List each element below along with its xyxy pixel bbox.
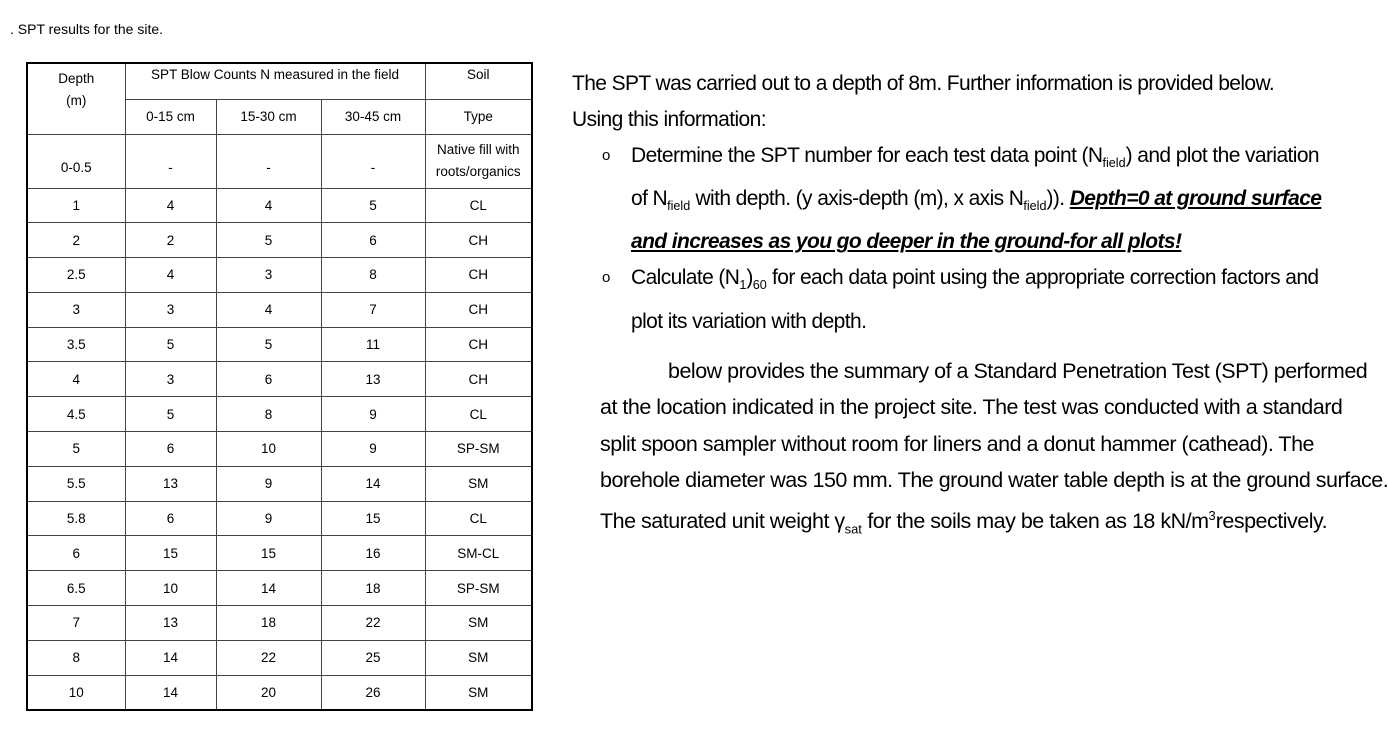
table-cell-n1: 4	[125, 188, 216, 223]
bullet-marker: o	[602, 269, 611, 287]
table-row	[27, 571, 532, 606]
table-cell-soil: SM-CL	[425, 536, 532, 571]
table-cell-n2: 8	[216, 397, 321, 432]
table-row	[27, 223, 532, 258]
bullet-1-line-2: of $N_{field}$ with depth. (y axis-depth (m), x axis $N_{field}$)). Depth=0 at ground surface	[631, 187, 1322, 214]
table-cell-depth: 3	[27, 292, 125, 327]
table-cell-soil: CH	[425, 292, 532, 327]
table-row	[27, 188, 532, 223]
table-cell-soil: SM	[425, 675, 532, 710]
description-paragraph	[600, 353, 1388, 548]
table-cell-n2: 5	[216, 223, 321, 258]
table-cell-n1: 15	[125, 536, 216, 571]
table-cell-n3: 18	[321, 571, 425, 606]
table-cell-n3: 5	[321, 188, 425, 223]
table-cell-n2: 20	[216, 675, 321, 710]
header-soil-type: Type	[425, 99, 532, 134]
table-cell-depth: 6	[27, 536, 125, 571]
table-cell-depth: 2.5	[27, 258, 125, 293]
soil-line-2: roots/organics	[435, 164, 521, 179]
table-cell-n1: 13	[125, 466, 216, 501]
table-row	[27, 432, 532, 467]
table-cell-n1: 13	[125, 606, 216, 641]
description-line-4: borehole diameter was 150 mm. The ground water table depth is at the ground surface.	[600, 467, 1388, 492]
table-cell-n1: -	[125, 134, 216, 188]
table-cell-n1: 4	[125, 258, 216, 293]
emphasis-text-cont: and increases as you go deeper in the ground-for all plots!	[631, 230, 1182, 254]
table-row	[27, 466, 532, 501]
table-row	[27, 258, 532, 293]
table-row	[27, 675, 532, 710]
table-cell-soil: SM	[425, 466, 532, 501]
table-cell-n1: 6	[125, 501, 216, 536]
table-row	[27, 606, 532, 641]
table-cell-soil: CH	[425, 362, 532, 397]
table-cell-n1: 2	[125, 223, 216, 258]
table-cell-n3: 26	[321, 675, 425, 710]
table-row	[27, 501, 532, 536]
table-cell-n1: 5	[125, 397, 216, 432]
table-cell-depth: 7	[27, 606, 125, 641]
table-cell-n2: 9	[216, 501, 321, 536]
description-line-3: split spoon sampler without room for liners and a donut hammer (cathead). The	[600, 431, 1314, 456]
instructions-intro: The SPT was carried out to a depth of 8m. Further information is provided below.	[572, 72, 1275, 95]
table-row	[27, 640, 532, 675]
table-cell-n2: 10	[216, 432, 321, 467]
bullet-2-line-1: o Calculate $(N_1)_{60}$ for each data point using the appropriate correction factors and	[572, 260, 1302, 303]
table-cell-n1: 14	[125, 640, 216, 675]
instructions-using: Using this information:	[572, 108, 766, 131]
header-depth-label: Depth	[58, 71, 95, 86]
instructions-block	[572, 66, 1322, 340]
table-cell-n1: 3	[125, 292, 216, 327]
header-col-0-15: 0-15 cm	[125, 99, 216, 134]
table-row	[27, 327, 532, 362]
table-caption: . SPT results for the site.	[10, 21, 164, 37]
table-cell-depth: 6.5	[27, 571, 125, 606]
table-cell-depth: 5.8	[27, 501, 125, 536]
table-cell-n1: 6	[125, 432, 216, 467]
table-row	[27, 362, 532, 397]
bullet-1-line-1: o Determine the SPT number for each test data point $(N_{field})$ and plot the variation	[572, 138, 1302, 181]
table-cell-soil: SP-SM	[425, 571, 532, 606]
table-cell-depth: 3.5	[27, 327, 125, 362]
table-cell-n2: 4	[216, 292, 321, 327]
table-cell-n3: -	[321, 134, 425, 188]
table-cell-n2: -	[216, 134, 321, 188]
table-cell-depth: 4.5	[27, 397, 125, 432]
table-cell-n2: 3	[216, 258, 321, 293]
table-cell-n3: 16	[321, 536, 425, 571]
table-cell-depth: 5	[27, 432, 125, 467]
table-cell-soil: SP-SM	[425, 432, 532, 467]
table-cell-depth: 0-0.5	[27, 134, 125, 188]
table-cell-depth: 10	[27, 675, 125, 710]
table-cell-n2: 9	[216, 466, 321, 501]
table-cell-soil: CH	[425, 223, 532, 258]
table-cell-depth: 8	[27, 640, 125, 675]
table-cell-n2: 14	[216, 571, 321, 606]
table-cell-n1: 5	[125, 327, 216, 362]
table-cell-n3: 22	[321, 606, 425, 641]
description-line-1: below provides the summary of a Standard Penetration Test (SPT) performed	[668, 359, 1368, 383]
table-cell-n3: 6	[321, 223, 425, 258]
soil-line-1: Native fill with	[436, 142, 520, 157]
table-cell-n1: 10	[125, 571, 216, 606]
table-cell-n2: 5	[216, 327, 321, 362]
table-row	[27, 292, 532, 327]
table-cell-soil: CL	[425, 188, 532, 223]
table-cell-n3: 9	[321, 397, 425, 432]
bullet-2-line-2: plot its variation with depth.	[631, 309, 867, 333]
table-cell-n2: 18	[216, 606, 321, 641]
bullet-marker: o	[602, 147, 611, 164]
table-cell-n3: 8	[321, 258, 425, 293]
header-depth-unit: (m)	[66, 93, 87, 108]
description-line-5: The saturated unit weight $\gamma_{sat}$ for the soils may be taken as 18 $kN/m^3respectively$.	[600, 508, 1328, 537]
table-cell-n3: 11	[321, 327, 425, 362]
emphasis-text: Depth=0 at ground surface	[1069, 187, 1322, 211]
table-cell-depth: 5.5	[27, 466, 125, 501]
table-cell-n2: 6	[216, 362, 321, 397]
table-cell-n1: 14	[125, 675, 216, 710]
table-cell-soil: CL	[425, 397, 532, 432]
description-line-2: at the location indicated in the project site. The test was conducted with a standard	[600, 395, 1343, 420]
table-cell-depth: 2	[27, 223, 125, 258]
table-cell-n1: 3	[125, 362, 216, 397]
table-cell-depth: 1	[27, 188, 125, 223]
table-cell-n3: 15	[321, 501, 425, 536]
table-row	[27, 397, 532, 432]
table-cell-soil	[425, 134, 532, 188]
header-col-15-30: 15-30 cm	[216, 99, 321, 134]
header-col-30-45: 30-45 cm	[321, 99, 425, 134]
header-depth	[27, 63, 125, 134]
spt-table-body	[27, 188, 532, 710]
table-cell-n2: 4	[216, 188, 321, 223]
table-cell-soil: CH	[425, 327, 532, 362]
table-cell-n2: 15	[216, 536, 321, 571]
table-cell-n2: 22	[216, 640, 321, 675]
table-cell-n3: 25	[321, 640, 425, 675]
spt-results-table	[26, 62, 533, 711]
table-cell-n3: 7	[321, 292, 425, 327]
table-cell-n3: 13	[321, 362, 425, 397]
table-cell-n3: 14	[321, 466, 425, 501]
table-cell-soil: CH	[425, 258, 532, 293]
bullet-1-line-3	[572, 224, 1302, 260]
header-soil: Soil	[425, 63, 532, 99]
table-cell-soil: CL	[425, 501, 532, 536]
table-cell-soil: SM	[425, 640, 532, 675]
table-cell-soil: SM	[425, 606, 532, 641]
table-row	[27, 536, 532, 571]
table-cell-depth: 4	[27, 362, 125, 397]
table-cell-n3: 9	[321, 432, 425, 467]
header-blow-counts: SPT Blow Counts N measured in the field	[125, 63, 425, 99]
